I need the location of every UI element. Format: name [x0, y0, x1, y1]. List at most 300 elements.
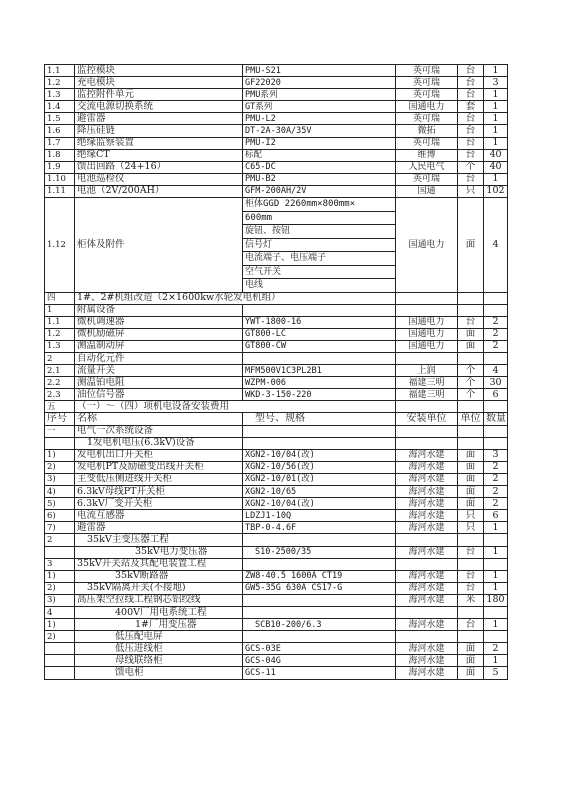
- quantity: [484, 558, 508, 570]
- item-name: 降压硅链: [75, 125, 243, 137]
- item-name: 绝缘监察装置: [75, 137, 243, 149]
- manufacturer: 海河水建: [396, 619, 458, 631]
- header-name: 名称: [75, 413, 243, 425]
- model-spec: WZPM-006: [243, 377, 396, 389]
- item-name: 馈出回路（24+16）: [75, 161, 243, 173]
- table-row: [45, 631, 508, 643]
- header-qty: 数量: [484, 413, 508, 425]
- quantity: 102: [484, 185, 508, 197]
- unit: [458, 292, 484, 304]
- row-number: 2.2: [45, 377, 75, 389]
- manufacturer: [396, 534, 458, 546]
- table-row: [45, 316, 508, 328]
- manufacturer: 英可瑞: [396, 113, 458, 125]
- manufacturer: 国通电力: [396, 340, 458, 352]
- row-number: 6): [45, 510, 75, 522]
- model-spec: GT800-LC: [243, 328, 396, 340]
- table-row: [45, 498, 508, 510]
- model-spec: GCS-11: [243, 667, 396, 679]
- table-row: [45, 473, 508, 485]
- quantity: 1: [484, 125, 508, 137]
- unit: 面: [458, 461, 484, 473]
- unit: 个: [458, 389, 484, 401]
- model-spec: XGN2-10/01(改): [243, 473, 396, 485]
- quantity: 3: [484, 77, 508, 89]
- quantity: 2: [484, 316, 508, 328]
- model-spec: XGN2-10/04(改): [243, 498, 396, 510]
- row-number: 5): [45, 498, 75, 510]
- row-number: 2): [45, 582, 75, 594]
- manufacturer: 英可瑞: [396, 137, 458, 149]
- unit: 套: [458, 101, 484, 113]
- table-row: [45, 65, 508, 77]
- item-name: 微机调速器: [75, 316, 243, 328]
- model-spec: PMU系列: [243, 89, 396, 101]
- model-spec: GCS-03E: [243, 643, 396, 655]
- item-name: 35kV隔离开关(不接地): [75, 582, 243, 594]
- manufacturer: 微拓: [396, 125, 458, 137]
- item-name: 高压架空拉线工程钢芯铝绞线: [75, 594, 243, 606]
- item-name: 馈电柜: [75, 667, 243, 679]
- table-row: [45, 510, 508, 522]
- manufacturer: 英可瑞: [396, 77, 458, 89]
- model-spec: GF22020: [243, 77, 396, 89]
- item-name: 400V厂用电系统工程: [75, 606, 243, 618]
- row-number: 1.2: [45, 77, 75, 89]
- section-number: 五: [45, 401, 75, 413]
- item-name: 1发电机电压(6.3kV)设备: [75, 437, 243, 449]
- table-row: [45, 137, 508, 149]
- manufacturer: 海河水建: [396, 461, 458, 473]
- table-row: [45, 606, 508, 618]
- quantity: 2: [484, 340, 508, 352]
- item-name: 测温制动屏: [75, 340, 243, 352]
- header-maker: 安装单位: [396, 413, 458, 425]
- unit: 台: [458, 582, 484, 594]
- item-name: 附属设备: [75, 304, 243, 316]
- row-number: 1.5: [45, 113, 75, 125]
- quantity: 2: [484, 643, 508, 655]
- model-spec: PMU-I2: [243, 137, 396, 149]
- cabinet-items: [243, 198, 396, 293]
- manufacturer: 维博: [396, 149, 458, 161]
- item-name: 柜体及附件: [75, 198, 243, 293]
- item-name: 主变低压侧进线开关柜: [75, 473, 243, 485]
- quantity: [484, 401, 508, 413]
- manufacturer: [396, 304, 458, 316]
- unit: 台: [458, 137, 484, 149]
- manufacturer: 国通电力: [396, 101, 458, 113]
- manufacturer: 海河水建: [396, 510, 458, 522]
- model-spec: GFM-200AH/2V: [243, 185, 396, 197]
- unit: 面: [458, 667, 484, 679]
- manufacturer: 国通电力: [396, 198, 458, 293]
- row-number: 1): [45, 570, 75, 582]
- item-name: 微机励磁屏: [75, 328, 243, 340]
- model-spec: GT800-CW: [243, 340, 396, 352]
- quantity: 2: [484, 328, 508, 340]
- model-spec: [243, 425, 396, 437]
- row-number: 2.1: [45, 365, 75, 377]
- unit: 台: [458, 65, 484, 77]
- item-name: 35kV主变压器工程: [75, 534, 243, 546]
- table-row: [45, 353, 508, 365]
- table-row: [45, 461, 508, 473]
- row-number: 1.3: [45, 340, 75, 352]
- manufacturer: 福建三明: [396, 377, 458, 389]
- unit: 台: [458, 619, 484, 631]
- quantity: 6: [484, 510, 508, 522]
- table-row: [45, 340, 508, 352]
- quantity: 2: [484, 473, 508, 485]
- unit: 只: [458, 510, 484, 522]
- model-spec: [243, 353, 396, 365]
- quantity: 1: [484, 582, 508, 594]
- unit: [458, 353, 484, 365]
- item-name: 充电模块: [75, 77, 243, 89]
- unit: 面: [458, 340, 484, 352]
- quantity: [484, 631, 508, 643]
- item-name: 监控附件单元: [75, 89, 243, 101]
- row-number: 2): [45, 461, 75, 473]
- row-number: 1.3: [45, 89, 75, 101]
- unit: 米: [458, 594, 484, 606]
- item-name: 电气一次系统设备: [75, 425, 243, 437]
- item-name: 35kV断路器: [75, 570, 243, 582]
- unit: 台: [458, 546, 484, 558]
- manufacturer: [396, 353, 458, 365]
- model-spec: PMU-L2: [243, 113, 396, 125]
- row-number: 1.7: [45, 137, 75, 149]
- row-number: 2.3: [45, 389, 75, 401]
- quantity: 1: [484, 113, 508, 125]
- unit: 个: [458, 365, 484, 377]
- table-row: [45, 377, 508, 389]
- item-name: 油位信号器: [75, 389, 243, 401]
- quantity: 1: [484, 137, 508, 149]
- table-row: [45, 522, 508, 534]
- row-number: 1.4: [45, 101, 75, 113]
- table-row: [45, 389, 508, 401]
- manufacturer: 国通电力: [396, 316, 458, 328]
- quantity: [484, 437, 508, 449]
- unit: 面: [458, 473, 484, 485]
- cabinet-item: 600mm: [243, 212, 395, 226]
- row-number: 1.9: [45, 161, 75, 173]
- quantity: 40: [484, 149, 508, 161]
- quantity: 6: [484, 389, 508, 401]
- table-row: [45, 643, 508, 655]
- unit: 台: [458, 125, 484, 137]
- section-title: 1#、2#机组改造（2×1600kw水轮发电机组）: [75, 292, 396, 304]
- row-number: [45, 655, 75, 667]
- item-name: 流量开关: [75, 365, 243, 377]
- unit: 面: [458, 198, 484, 293]
- item-name: 发电机出口开关柜: [75, 449, 243, 461]
- model-spec: C65-DC: [243, 161, 396, 173]
- manufacturer: 上润: [396, 365, 458, 377]
- item-name: 绝缘CT: [75, 149, 243, 161]
- manufacturer: 国通电力: [396, 328, 458, 340]
- manufacturer: 海河水建: [396, 498, 458, 510]
- row-number: 1.12: [45, 198, 75, 293]
- table-row: [45, 437, 508, 449]
- row-number: 2: [45, 534, 75, 546]
- item-name: 低压配电屏: [75, 631, 243, 643]
- row-number: [45, 643, 75, 655]
- quantity: 1: [484, 546, 508, 558]
- model-spec: DT-2A-30A/35V: [243, 125, 396, 137]
- item-name: 监控模块: [75, 65, 243, 77]
- manufacturer: 海河水建: [396, 486, 458, 498]
- manufacturer: 人民电气: [396, 161, 458, 173]
- model-spec: [243, 534, 396, 546]
- row-number: 一: [45, 425, 75, 437]
- quantity: 2: [484, 461, 508, 473]
- quantity: 4: [484, 198, 508, 293]
- header-number: 序号: [45, 413, 75, 425]
- unit: 面: [458, 643, 484, 655]
- manufacturer: [396, 292, 458, 304]
- manufacturer: 海河水建: [396, 473, 458, 485]
- unit: 面: [458, 655, 484, 667]
- table-row: [45, 185, 508, 197]
- item-name: 电流互感器: [75, 510, 243, 522]
- item-name: 发电机PT及励磁变出线开关柜: [75, 461, 243, 473]
- section-heading-row: [45, 292, 508, 304]
- row-number: 1): [45, 619, 75, 631]
- row-number: 2: [45, 353, 75, 365]
- table-row: [45, 449, 508, 461]
- unit: [458, 606, 484, 618]
- model-spec: XGN2-10/04(改): [243, 449, 396, 461]
- unit: [458, 437, 484, 449]
- unit: 面: [458, 486, 484, 498]
- unit: 面: [458, 498, 484, 510]
- manufacturer: 国通: [396, 185, 458, 197]
- item-name: 电池（2V/200AH）: [75, 185, 243, 197]
- model-spec: [243, 631, 396, 643]
- model-spec: [243, 437, 396, 449]
- item-name: 交流电源切换系统: [75, 101, 243, 113]
- header-unit: 单位: [458, 413, 484, 425]
- quantity: 5: [484, 667, 508, 679]
- row-number: 3): [45, 594, 75, 606]
- table-row: [45, 486, 508, 498]
- header-model: 型号、规格: [243, 413, 396, 425]
- quantity: [484, 425, 508, 437]
- table-row: [45, 304, 508, 316]
- quantity: [484, 353, 508, 365]
- model-spec: GT系列: [243, 101, 396, 113]
- model-spec: MFM500V1C3PL2B1: [243, 365, 396, 377]
- quantity: 1: [484, 173, 508, 185]
- item-name: 6.3kV厂变开关柜: [75, 498, 243, 510]
- manufacturer: 海河水建: [396, 667, 458, 679]
- quantity: 1: [484, 101, 508, 113]
- cabinet-item: 空气开关: [243, 266, 395, 280]
- table-row: [45, 113, 508, 125]
- unit: 个: [458, 377, 484, 389]
- cabinet-item: 旋钮、按钮: [243, 225, 395, 239]
- cabinet-item: 信号灯: [243, 239, 395, 253]
- table-row: [45, 558, 508, 570]
- table-row: [45, 173, 508, 185]
- manufacturer: [396, 437, 458, 449]
- row-number: 2): [45, 631, 75, 643]
- table-row: [45, 161, 508, 173]
- table-row: [45, 77, 508, 89]
- item-name: 避雷器: [75, 113, 243, 125]
- model-spec: LDZJ1-10Q: [243, 510, 396, 522]
- unit: [458, 425, 484, 437]
- unit: 只: [458, 522, 484, 534]
- unit: [458, 558, 484, 570]
- item-name: 测温铂电阻: [75, 377, 243, 389]
- model-spec: PMU-B2: [243, 173, 396, 185]
- manufacturer: [396, 558, 458, 570]
- row-number: 1.1: [45, 316, 75, 328]
- model-spec: [243, 558, 396, 570]
- table-row: [45, 594, 508, 606]
- unit: 面: [458, 328, 484, 340]
- manufacturer: 海河水建: [396, 570, 458, 582]
- quantity: 180: [484, 594, 508, 606]
- model-spec: TBP-0-4.6F: [243, 522, 396, 534]
- quantity: 1: [484, 65, 508, 77]
- model-spec: [243, 606, 396, 618]
- quantity: [484, 606, 508, 618]
- quantity: 2: [484, 498, 508, 510]
- row-number: 1.1: [45, 65, 75, 77]
- row-number: 1.11: [45, 185, 75, 197]
- manufacturer: 海河水建: [396, 643, 458, 655]
- section-heading-row: [45, 401, 508, 413]
- unit: [458, 401, 484, 413]
- item-name: 自动化元件: [75, 353, 243, 365]
- row-number: 1.6: [45, 125, 75, 137]
- manufacturer: 海河水建: [396, 449, 458, 461]
- row-number: 1): [45, 449, 75, 461]
- item-name: 35kV开关站及其配电装置工程: [75, 558, 243, 570]
- table-row: [45, 149, 508, 161]
- unit: [458, 631, 484, 643]
- quantity: 1: [484, 522, 508, 534]
- cabinet-item: 柜体GGD 2260mm×800mm×: [243, 198, 395, 212]
- unit: [458, 304, 484, 316]
- quantity: 1: [484, 89, 508, 101]
- quantity: 2: [484, 486, 508, 498]
- item-name: 母线联络柜: [75, 655, 243, 667]
- manufacturer: 海河水建: [396, 522, 458, 534]
- manufacturer: 海河水建: [396, 655, 458, 667]
- manufacturer: [396, 401, 458, 413]
- table-row: [45, 619, 508, 631]
- model-spec: GW5-35G 630A CS17-G: [243, 582, 396, 594]
- quantity: 30: [484, 377, 508, 389]
- unit: 台: [458, 173, 484, 185]
- manufacturer: 海河水建: [396, 546, 458, 558]
- section-number: 四: [45, 292, 75, 304]
- cabinet-row: [45, 198, 508, 293]
- quantity: 1: [484, 570, 508, 582]
- item-name: 避雷器: [75, 522, 243, 534]
- quantity: 3: [484, 449, 508, 461]
- table-row: [45, 582, 508, 594]
- row-number: 7): [45, 522, 75, 534]
- model-spec: WKD-3-150-220: [243, 389, 396, 401]
- item-name: 6.3kV母线PT开关柜: [75, 486, 243, 498]
- table-row: [45, 546, 508, 558]
- quantity: [484, 292, 508, 304]
- manufacturer: 海河水建: [396, 594, 458, 606]
- item-name: 1#厂用变压器: [75, 619, 243, 631]
- row-number: [45, 437, 75, 449]
- table-row: [45, 125, 508, 137]
- equipment-table: [44, 64, 508, 680]
- manufacturer: [396, 425, 458, 437]
- item-name: 电池巡检仪: [75, 173, 243, 185]
- row-number: 1.2: [45, 328, 75, 340]
- row-number: [45, 546, 75, 558]
- model-spec: XGN2-10/56(改): [243, 461, 396, 473]
- unit: [458, 534, 484, 546]
- table-row: [45, 365, 508, 377]
- unit: 只: [458, 185, 484, 197]
- unit: 台: [458, 89, 484, 101]
- table-row: [45, 534, 508, 546]
- row-number: 1.8: [45, 149, 75, 161]
- row-number: 3): [45, 473, 75, 485]
- model-spec: YWT-1800-16: [243, 316, 396, 328]
- cabinet-item: 电线: [245, 280, 264, 291]
- row-number: 3: [45, 558, 75, 570]
- model-spec: [243, 594, 396, 606]
- model-spec: SCB10-200/6.3: [243, 619, 396, 631]
- model-spec: S10-2500/35: [243, 546, 396, 558]
- model-spec: GCS-04G: [243, 655, 396, 667]
- table-row: [45, 655, 508, 667]
- quantity: 1: [484, 655, 508, 667]
- row-number: 4): [45, 486, 75, 498]
- manufacturer: [396, 631, 458, 643]
- unit: 台: [458, 149, 484, 161]
- table-row: [45, 667, 508, 679]
- model-spec: 标配: [243, 149, 396, 161]
- row-number: 4: [45, 606, 75, 618]
- model-spec: PMU-S21: [243, 65, 396, 77]
- manufacturer: 海河水建: [396, 582, 458, 594]
- model-spec: ZW8-40.5 1600A CT19: [243, 570, 396, 582]
- model-spec: XGN2-10/65: [243, 486, 396, 498]
- quantity: [484, 534, 508, 546]
- row-number: [45, 667, 75, 679]
- table-row: [45, 328, 508, 340]
- table-row: [45, 89, 508, 101]
- quantity: 1: [484, 619, 508, 631]
- manufacturer: 福建三明: [396, 389, 458, 401]
- unit: 个: [458, 161, 484, 173]
- quantity: [484, 304, 508, 316]
- row-number: 1.10: [45, 173, 75, 185]
- unit: 台: [458, 77, 484, 89]
- item-name: 低压进线柜: [75, 643, 243, 655]
- quantity: 4: [484, 365, 508, 377]
- section-title: （一）～（四）项机电设备安装费用: [75, 401, 396, 413]
- unit: 面: [458, 449, 484, 461]
- unit: 台: [458, 570, 484, 582]
- column-header-row: [45, 413, 508, 425]
